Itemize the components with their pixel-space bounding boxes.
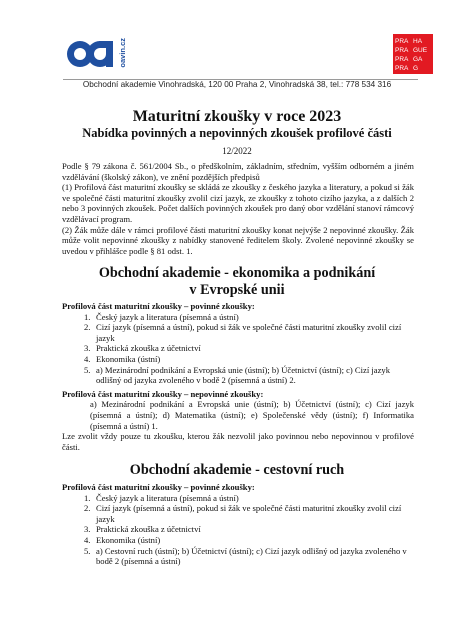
optional-heading: Profilová část maturitní zkoušky – nepovinné zkoušky:	[62, 388, 264, 399]
mandatory-list	[62, 493, 414, 567]
list-item: 5. a) Cestovní ruch (ústní); b) Účetnictví (ústní); c) Cizí jazyk odlišný od jazyka zvoleného v bodě 2 (písemná a ústní)	[84, 545, 407, 567]
logo-text: oavin.cz	[118, 38, 127, 68]
list-item: 1. Český jazyk a literatura (písemná a ústní)	[84, 492, 239, 503]
list-item: 4. Ekonomika (ústní)	[84, 353, 161, 364]
prague-logo-text: PRA	[395, 38, 409, 45]
school-address: Obchodní akademie Vinohradská, 120 00 Praha 2, Vinohradská 38, tel.: 778 534 316	[82, 80, 392, 89]
mandatory-heading: Profilová část maturitní zkoušky – povinné zkoušky:	[62, 482, 255, 492]
section-economics-content	[62, 301, 414, 452]
legal-intro	[62, 161, 414, 256]
list-item: 3. Praktická zkouška z účetnictví	[84, 524, 201, 535]
prague-logo-text: HA	[413, 38, 423, 45]
list-item: 2. Cizí jazyk (písemná a ústní), pokud si žák ve společné části maturitní zkoušky zvolil cizí jazyk	[84, 503, 402, 524]
list-item: 1. Český jazyk a literatura (písemná a ústní)	[84, 311, 239, 322]
intro-paragraph: Podle § 79 zákona č. 561/2004 Sb., o předškolním, základním, středním, vyšším odborném a jiném vzdělávání (školský zákon), ve znění pozdějších předpisů	[62, 161, 414, 182]
prague-logo-text: PRA	[395, 47, 409, 54]
list-item: 3. Praktická zkouška z účetnictví	[84, 343, 201, 354]
prague-logo	[393, 34, 433, 74]
mandatory-list	[62, 312, 414, 386]
prague-logo-graphic	[393, 34, 433, 74]
page-subtitle: Nabídka povinných a nepovinných zkoušek profilové části	[82, 126, 392, 140]
prague-logo-text: PRA	[395, 56, 409, 63]
section-title-economics	[0, 265, 474, 298]
list-item: 2. Cizí jazyk (písemná a ústní), pokud si žák ve společné části maturitní zkoušky zvolil cizí jazyk	[84, 322, 402, 343]
section-title-line: Obchodní akademie - ekonomika a podnikání	[98, 265, 376, 281]
intro-paragraph: (1) Profilová část maturitní zkoušky se skládá ze zkoušky z českého jazyka a literatury, a pokud si žák ve společné části maturitní zkoušky zvolil cizí jazyk, ze zkoušky z tohoto cizího jazyka, a z dalších 2 nebo 3 povinných zkoušek. Počet dalších povinných zkoušek pro daný obor vzdělání stanoví rámcový vzdělávací program.	[62, 182, 414, 224]
section-tourism-content	[62, 482, 414, 567]
optional-list: a) Mezinárodní podnikání a Evropská unie (ústní); b) Účetnictví (ústní); c) Cizí jazyk (písemná a ústní); d) Matematika (ústní); e) Společenské vědy (ústní); f) Informatika (písemná a ústní) 1.	[90, 399, 414, 431]
mandatory-heading: Profilová část maturitní zkoušky – povinné zkoušky:	[62, 301, 255, 311]
prague-logo-text: GUE	[413, 47, 428, 54]
school-logo	[66, 34, 138, 82]
optional-note: Lze zvolit vždy pouze tu zkoušku, kterou žák nezvolil jako povinnou nebo nepovinnou v profilové části.	[62, 431, 414, 452]
section-title-line: v Evropské unii	[189, 281, 285, 298]
list-item: 5. a) Mezinárodní podnikání a Evropská unie (ústní); b) Účetnictví (ústní); c) Cizí jazyk odlišný od jazyka zvoleného v bodě 2 (písemná a ústní) 2.	[84, 364, 391, 386]
list-item: 4. Ekonomika (ústní)	[84, 534, 161, 545]
page-title: Maturitní zkoušky v roce 2023	[132, 108, 342, 125]
prague-logo-text: G	[413, 65, 419, 72]
section-title-tourism: Obchodní akademie - cestovní ruch	[129, 462, 345, 478]
oa-logo-graphic	[66, 34, 138, 82]
document-date: 12/2022	[222, 146, 252, 156]
intro-paragraph: (2) Žák může dále v rámci profilové části maturitní zkoušky konat nejvýše 2 nepovinné zkoušky. Žák může volit nepovinné zkoušky z nabídky stanovené ředitelem školy. Zvolené nepovinné zkoušky se uvedou v přihlášce podle § 81 odst. 1.	[62, 224, 414, 256]
prague-logo-text: GA	[413, 56, 423, 63]
prague-logo-text: PRA	[395, 65, 409, 72]
